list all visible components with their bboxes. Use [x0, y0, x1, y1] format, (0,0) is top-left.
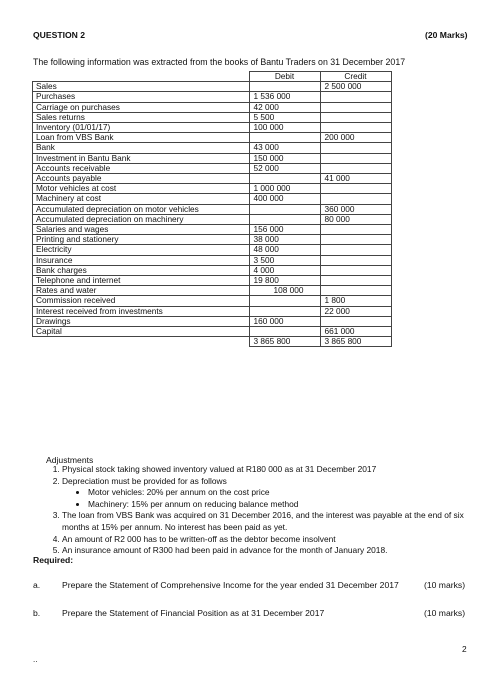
table-row	[33, 194, 392, 204]
account-name: Inventory (01/01/17)	[33, 123, 250, 133]
account-name: Bank charges	[33, 265, 250, 275]
required-marks: (10 marks)	[424, 608, 466, 618]
table-row	[33, 82, 392, 92]
account-name: Printing and stationery	[33, 235, 250, 245]
credit-cell	[320, 265, 391, 275]
table-row	[33, 133, 392, 143]
question-title: QUESTION 2	[33, 30, 86, 40]
table-row	[33, 276, 392, 286]
credit-cell	[320, 276, 391, 286]
credit-cell	[320, 255, 391, 265]
credit-cell: 80 000	[320, 214, 391, 224]
adjustment-text: Depreciation must be provided for as follows	[62, 475, 227, 486]
debit-cell: 38 000	[249, 235, 320, 245]
debit-cell: 156 000	[249, 225, 320, 235]
trial-balance-table	[32, 71, 392, 347]
adjustments-list	[44, 464, 482, 557]
debit-cell: 48 000	[249, 245, 320, 255]
debit-cell	[249, 306, 320, 316]
account-name: Sales returns	[33, 112, 250, 122]
account-name: Investment in Bantu Bank	[33, 153, 250, 163]
debit-cell: 52 000	[249, 163, 320, 173]
debit-cell: 42 000	[249, 102, 320, 112]
adjustments-title: Adjustments	[46, 455, 94, 465]
credit-cell	[320, 316, 391, 326]
debit-cell: 160 000	[249, 316, 320, 326]
credit-cell	[320, 153, 391, 163]
account-name: Commission received	[33, 296, 250, 306]
bullet-item: • Motor vehicles: 20% per annum on the cost price	[88, 487, 482, 499]
table-row	[33, 316, 392, 326]
debit-cell	[249, 82, 320, 92]
debit-cell: 150 000	[249, 153, 320, 163]
credit-cell: 2 500 000	[320, 82, 391, 92]
debit-cell: 19 800	[249, 276, 320, 286]
adjustment-item	[62, 476, 482, 511]
debit-cell	[249, 133, 320, 143]
account-name: Purchases	[33, 92, 250, 102]
required-text: Prepare the Statement of Financial Position as at 31 December 2017	[62, 608, 325, 618]
table-row	[33, 102, 392, 112]
credit-cell	[320, 102, 391, 112]
debit-cell: 100 000	[249, 123, 320, 133]
debit-cell	[249, 174, 320, 184]
adjustment-item	[62, 464, 482, 476]
totals-blank	[33, 337, 250, 347]
totals-row	[33, 337, 392, 347]
table-row	[33, 143, 392, 153]
account-name: Insurance	[33, 255, 250, 265]
debit-cell	[249, 296, 320, 306]
credit-cell: 200 000	[320, 133, 391, 143]
required-letter: b.	[33, 608, 41, 618]
credit-cell: 661 000	[320, 327, 391, 337]
account-name: Drawings	[33, 316, 250, 326]
account-name: Carriage on purchases	[33, 102, 250, 112]
credit-cell	[320, 286, 391, 296]
account-name: Telephone and internet	[33, 276, 250, 286]
table-row	[33, 327, 392, 337]
credit-cell	[320, 245, 391, 255]
table-row	[33, 163, 392, 173]
table-row	[33, 296, 392, 306]
adjustment-item	[62, 534, 482, 546]
account-name: Capital	[33, 327, 250, 337]
account-name: Sales	[33, 82, 250, 92]
page-number: 2	[462, 644, 467, 654]
intro-text: The following information was extracted from the books of Bantu Traders on 31 December 2017	[33, 57, 406, 67]
credit-cell	[320, 235, 391, 245]
table-row	[33, 174, 392, 184]
account-name: Interest received from investments	[33, 306, 250, 316]
debit-total: 3 865 800	[249, 337, 320, 347]
table-row	[33, 214, 392, 224]
credit-cell	[320, 123, 391, 133]
account-name: Machinery at cost	[33, 194, 250, 204]
table-row	[33, 245, 392, 255]
adjustment-text: Physical stock taking showed inventory valued at R180 000 as at 31 December 2017	[62, 464, 377, 474]
account-name: Electricity	[33, 245, 250, 255]
debit-cell	[249, 327, 320, 337]
table-row	[33, 265, 392, 275]
header-blank	[33, 72, 250, 82]
table-row	[33, 306, 392, 316]
account-name: Accumulated depreciation on machinery	[33, 214, 250, 224]
required-text: Prepare the Statement of Comprehensive Income for the year ended 31 December 2017	[62, 580, 399, 590]
table-header-row	[33, 72, 392, 82]
table-row	[33, 255, 392, 265]
adjustment-text: An insurance amount of R300 had been paid in advance for the month of January 2018.	[62, 545, 388, 556]
question-marks: (20 Marks)	[425, 30, 468, 40]
debit-cell	[249, 204, 320, 214]
adjustment-text: An amount of R2 000 has to be written-off as the debtor become insolvent	[62, 533, 336, 544]
debit-cell: 1 000 000	[249, 184, 320, 194]
debit-cell: 3 500	[249, 255, 320, 265]
debit-cell: 4 000	[249, 265, 320, 275]
credit-cell	[320, 143, 391, 153]
debit-cell: 43 000	[249, 143, 320, 153]
credit-cell	[320, 184, 391, 194]
credit-cell	[320, 225, 391, 235]
credit-cell: 360 000	[320, 204, 391, 214]
credit-cell	[320, 112, 391, 122]
table-row	[33, 225, 392, 235]
account-name: Motor vehicles at cost	[33, 184, 250, 194]
credit-cell	[320, 92, 391, 102]
credit-cell	[320, 163, 391, 173]
credit-total: 3 865 800	[320, 337, 391, 347]
credit-cell: 41 000	[320, 174, 391, 184]
table-row	[33, 92, 392, 102]
credit-header: Credit	[320, 72, 391, 82]
table-body	[33, 82, 392, 347]
table-row	[33, 204, 392, 214]
table-row	[33, 153, 392, 163]
depreciation-bullets	[62, 487, 482, 510]
credit-cell	[320, 194, 391, 204]
footer-mark: ..	[33, 655, 38, 664]
debit-cell: 400 000	[249, 194, 320, 204]
debit-header: Debit	[249, 72, 320, 82]
bullet-item: • Machinery: 15% per annum on reducing balance method	[88, 499, 482, 511]
table-row	[33, 184, 392, 194]
required-letter: a.	[33, 580, 41, 590]
adjustment-item	[62, 545, 482, 557]
table-row	[33, 286, 392, 296]
account-name: Bank	[33, 143, 250, 153]
table-row	[33, 123, 392, 133]
table-row	[33, 112, 392, 122]
account-name: Rates and water	[33, 286, 250, 296]
account-name: Accounts receivable	[33, 163, 250, 173]
debit-cell: 5 500	[249, 112, 320, 122]
credit-cell: 1 800	[320, 296, 391, 306]
debit-cell	[249, 214, 320, 224]
table-row	[33, 235, 392, 245]
adjustment-item	[62, 510, 482, 533]
credit-cell: 22 000	[320, 306, 391, 316]
account-name: Salaries and wages	[33, 225, 250, 235]
account-name: Loan from VBS Bank	[33, 133, 250, 143]
account-name: Accumulated depreciation on motor vehicles	[33, 204, 250, 214]
debit-cell: 1 536 000	[249, 92, 320, 102]
required-marks: (10 marks)	[424, 580, 466, 590]
debit-cell: 108 000	[249, 286, 320, 296]
account-name: Accounts payable	[33, 174, 250, 184]
adjustment-text: The loan from VBS Bank was acquired on 31 December 2016, and the interest was payable at the end of six months at 15% per annum. No interest has been paid as yet.	[62, 510, 464, 532]
required-title: Required:	[33, 555, 74, 565]
